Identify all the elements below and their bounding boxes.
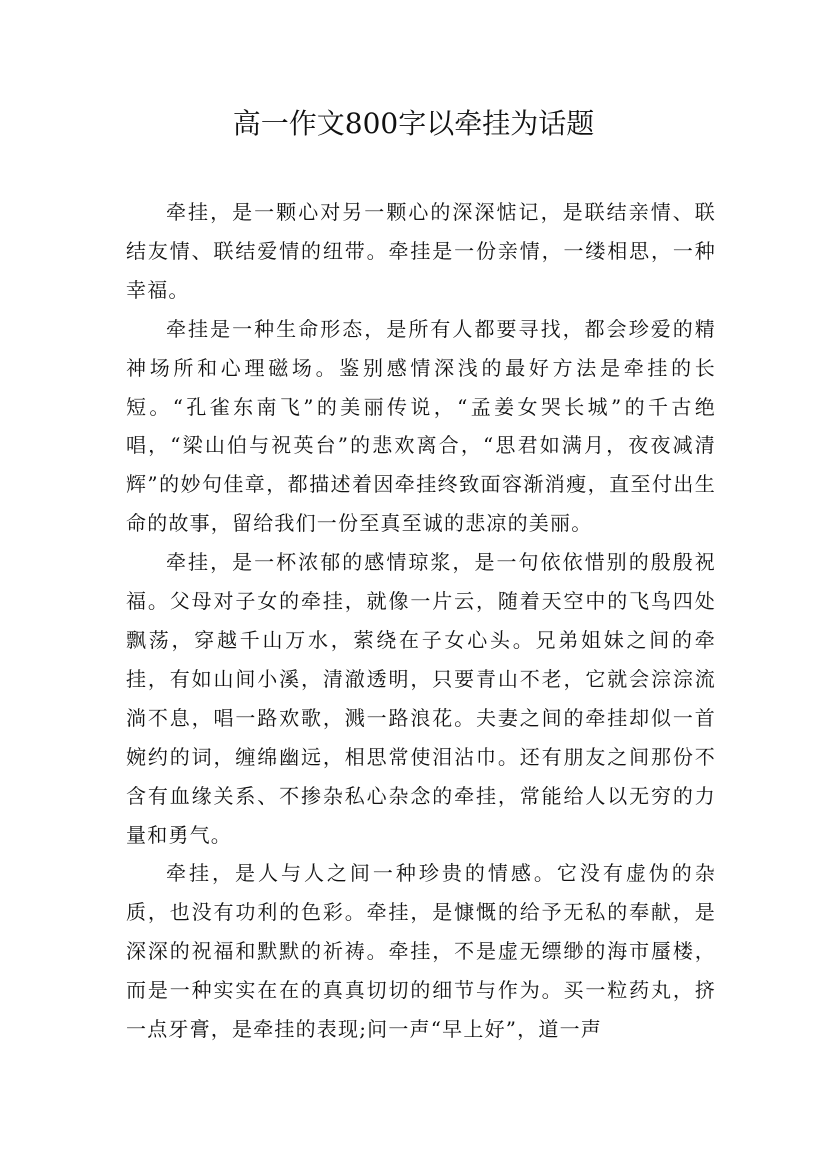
paragraph-4: 牵挂，是人与人之间一种珍贵的情感。它没有虚伪的杂质，也没有功利的色彩。牵挂，是慷慨的给予无私的奉献，是深深的祝福和默默的祈祷。牵挂，不是虚无缥缈的海市蜃楼，而是一种实实在在的真真切切的细节与作为。买一粒药丸，挤一点牙膏，是牵挂的表现;问一声“早上好”，道一声 [126,861,716,1042]
paragraph-2: 牵挂是一种生命形态，是所有人都要寻找，都会珍爱的精神场所和心理磁场。鉴别感情深浅的最好方法是牵挂的长短。“孔雀东南飞”的美丽传说，“孟姜女哭长城”的千古绝唱，“梁山伯与祝英台”的悲欢离合，“思君如满月，夜夜减清辉”的妙句佳章，都描述着因牵挂终致面容渐消瘦，直至付出生命的故事，留给我们一份至真至诚的悲凉的美丽。 [126,316,716,536]
document-title: 高一作文800字以牵挂为话题 [232,107,595,140]
paragraph-3: 牵挂，是一杯浓郁的感情琼浆，是一句依依惜别的殷殷祝福。父母对子女的牵挂，就像一片云，随着天空中的飞鸟四处飘荡，穿越千山万水，萦绕在子女心头。兄弟姐妹之间的牵挂，有如山间小溪，清澈透明，只要青山不老，它就会淙淙流淌不息，唱一路欢歌，溅一路浪花。夫妻之间的牵挂却似一首婉约的词，缠绵幽远，相思常使泪沾巾。还有朋友之间那份不含有血缘关系、不掺杂私心杂念的牵挂，常能给人以无穷的力量和勇气。 [126,550,716,847]
document-body [126,193,716,1049]
paragraph-1: 牵挂，是一颗心对另一颗心的深深惦记，是联结亲情、联结友情、联结爱情的纽带。牵挂是一份亲情，一缕相思，一种幸福。 [126,200,716,302]
